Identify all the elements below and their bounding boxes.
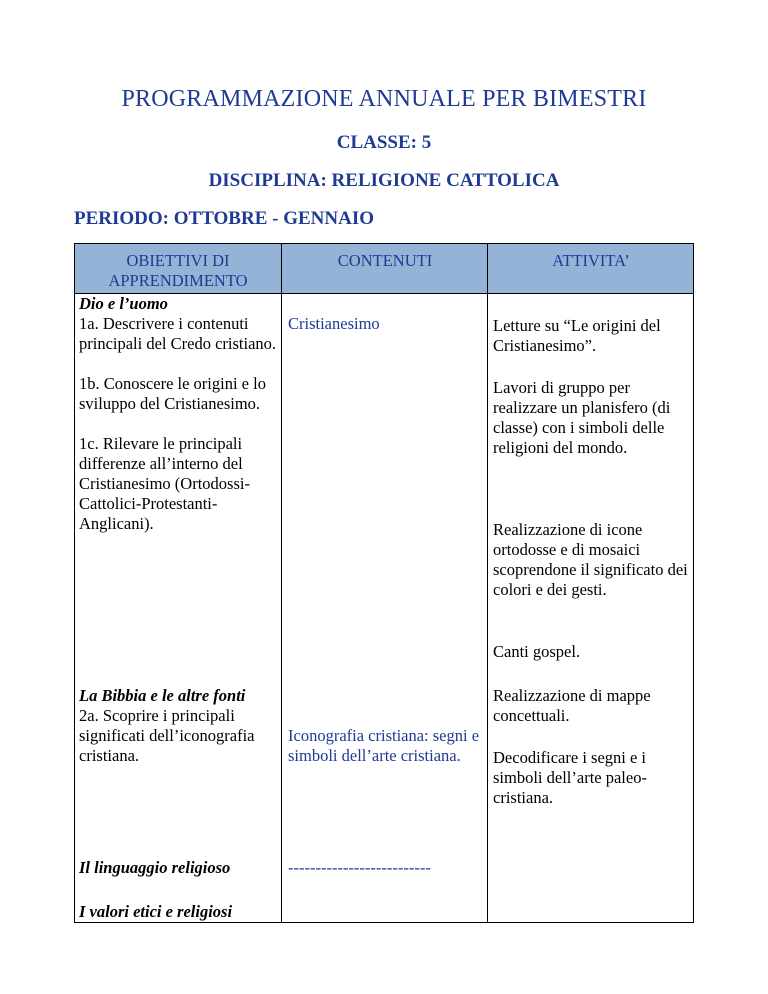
column-divider [281,244,282,922]
section-title: I valori etici e religiosi [79,902,233,921]
column-header-objectives: OBIETTIVI DI APPRENDIMENTO [108,251,248,290]
activity-item: Decodificare i segni e i simboli dell’arte paleo-cristiana. [493,748,647,807]
objectives-column-2 [79,686,277,766]
table-header-row [75,244,693,294]
activity-item: Realizzazione di mappe concettuali. [493,686,651,725]
column-header-activities: ATTIVITA’ [552,251,630,270]
content-item: Cristianesimo [288,314,380,333]
content-item: Iconografia cristiana: segni e simboli dell’arte cristiana. [288,726,480,765]
class-heading: CLASSE: 5 [336,132,432,153]
column-header-contents: CONTENUTI [337,251,433,270]
activity-item: Canti gospel. [493,642,581,661]
period-heading: PERIODO: OTTOBRE - GENNAIO [74,208,374,229]
objective-1c: 1c. Rilevare le principali differenze all’interno del Cristianesimo (Ortodossi-Cattolici-Protestanti-Anglicani). [79,434,250,533]
section-title: La Bibbia e le altre fonti [79,686,246,705]
activity-item: Realizzazione di icone ortodosse e di mosaici scoprendone il significato dei colori e dei gesti. [493,520,688,599]
programming-table [74,243,694,923]
activity-item: Lavori di gruppo per realizzare un planisfero (di classe) con i simboli delle religioni del mondo. [493,378,671,457]
document-title: PROGRAMMAZIONE ANNUALE PER BIMESTRI [121,86,647,112]
objectives-column [79,294,277,534]
section-title: Il linguaggio religioso [79,858,231,877]
content-item: -------------------------- [288,858,431,877]
objective-1a: 1a. Descrivere i contenuti principali del Credo cristiano. [79,314,277,353]
objective-2a: 2a. Scoprire i principali significati dell’iconografia cristiana. [79,706,255,765]
objective-1b: 1b. Conoscere le origini e lo sviluppo del Cristianesimo. [79,374,266,413]
column-divider [487,244,488,922]
section-title: Dio e l’uomo [79,294,168,313]
activity-item: Letture su “Le origini del Cristianesimo”. [493,316,661,355]
subject-heading: DISCIPLINA: RELIGIONE CATTOLICA [208,170,560,191]
